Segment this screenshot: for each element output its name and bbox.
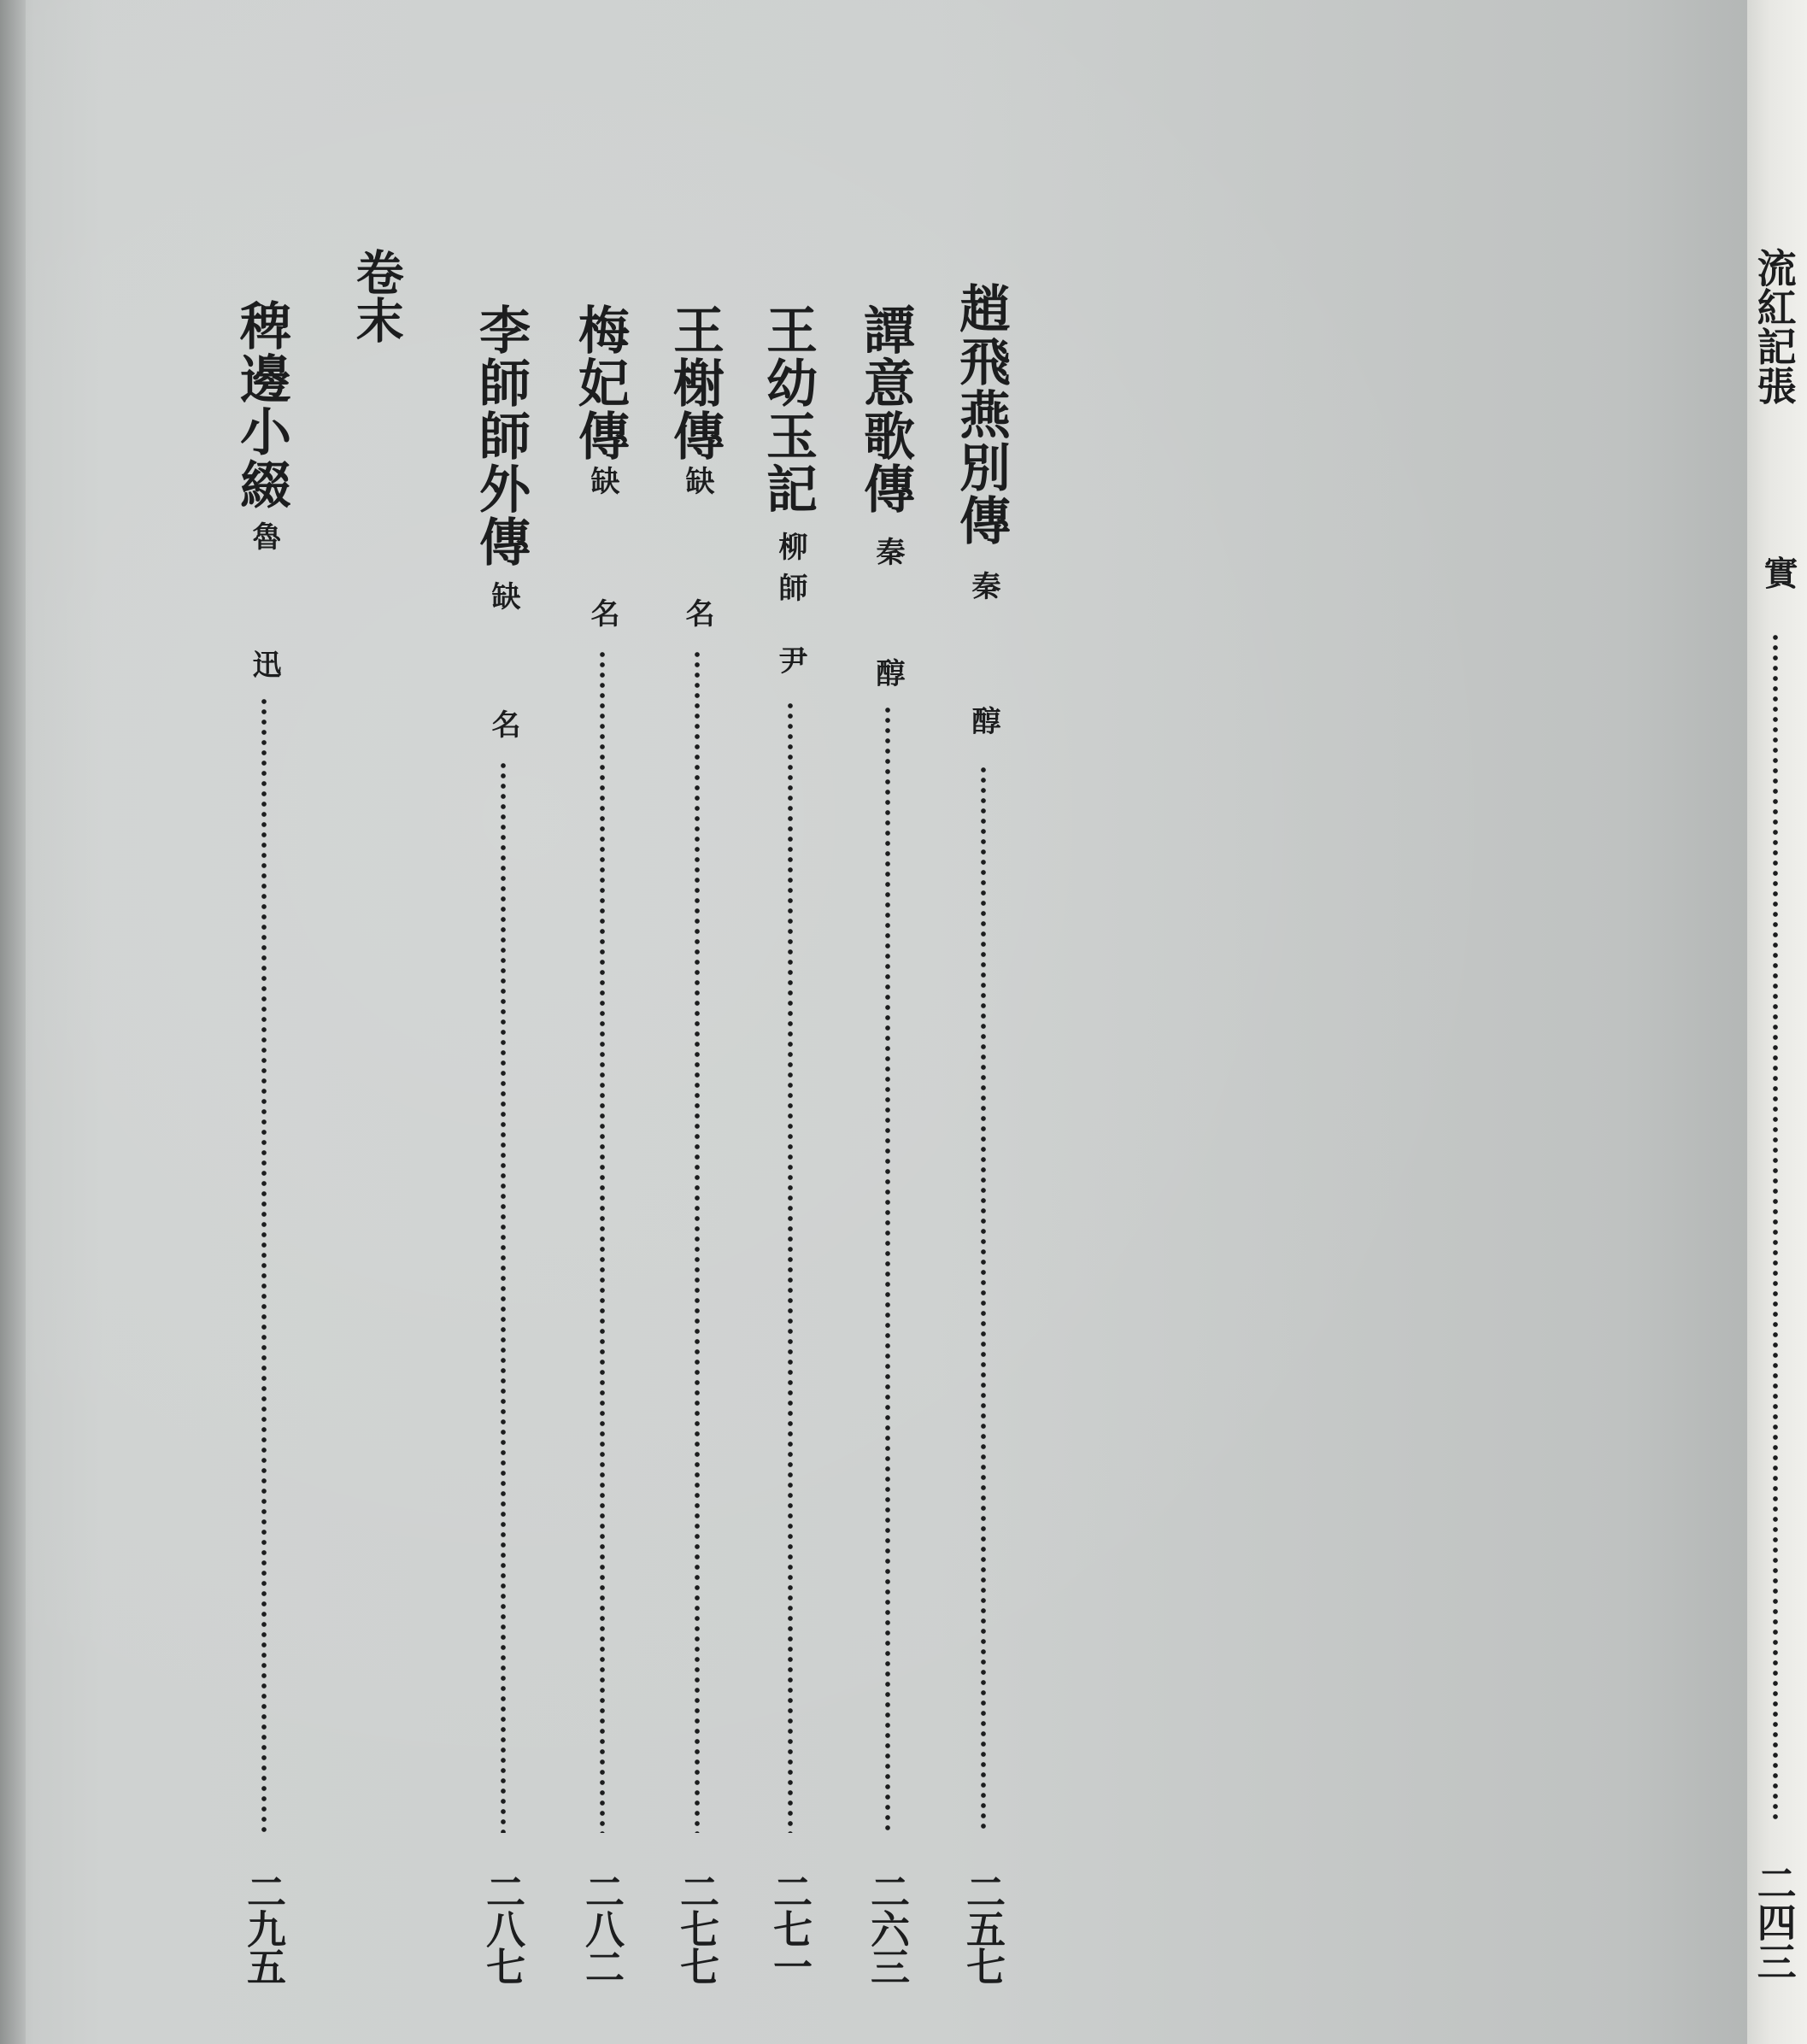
entry-title: 王榭傳 [665,303,725,462]
entry-page-number: 二八七 [480,1871,526,1984]
entry-author: 師 [773,573,807,602]
section-heading: 卷末 [348,248,405,344]
entry-author: 尹 [773,645,807,674]
entry-title: 稗邊小綴 [232,299,291,511]
entry-title: 王幼玉記 [758,303,818,515]
leader-dots [695,649,700,1833]
entry-author: 魯 [247,521,281,550]
adjacent-entry-title: 流紅記張 [1751,248,1798,405]
entry-page-number: 二七七 [674,1871,720,1984]
toc-entry [567,0,644,2044]
entry-title: 譚意歌傳 [855,303,915,515]
toc-entry [468,0,545,2044]
adjacent-page-edge [1747,0,1807,2044]
adjacent-leader-dots [1773,632,1778,1820]
entry-author: 缺 [486,581,520,610]
page-gutter-shadow [0,0,26,2044]
entry-author: 醇 [871,658,905,687]
leader-dots [885,705,890,1833]
toc-entry [229,0,306,2044]
entry-author: 名 [585,598,619,627]
toc-entry [948,0,1025,2044]
leader-dots [501,761,506,1833]
entry-author: 醇 [966,706,1000,735]
juan-mo-heading [346,0,406,2044]
entry-page-number: 二八二 [579,1871,625,1984]
entry-page-number: 二五七 [960,1871,1006,1984]
toc-entry [853,0,930,2044]
leader-dots [600,649,605,1833]
entry-title: 李師師外傳 [471,303,531,568]
entry-author: 缺 [585,466,619,495]
entry-author: 秦 [871,537,905,566]
entry-author: 名 [680,598,714,627]
leader-dots [261,696,267,1833]
entry-author: 秦 [966,571,1000,600]
toc-entry [662,0,739,2044]
entry-author: 柳 [773,532,807,561]
leader-dots [788,701,793,1833]
adjacent-page-number: 二四三 [1751,1863,1798,1981]
entry-title: 梅妃傳 [570,303,630,462]
entry-page-number: 二六三 [865,1871,911,1984]
entry-page-number: 二七一 [767,1871,813,1984]
entry-author: 缺 [680,466,714,495]
adjacent-entry-author: 實 [1758,555,1798,590]
entry-page-number: 二九五 [241,1871,287,1984]
entry-author: 迅 [247,649,281,678]
toc-entry [755,0,832,2044]
entry-title: 趙飛燕別傳 [951,282,1011,547]
entry-author: 名 [486,709,520,738]
leader-dots [981,765,986,1833]
